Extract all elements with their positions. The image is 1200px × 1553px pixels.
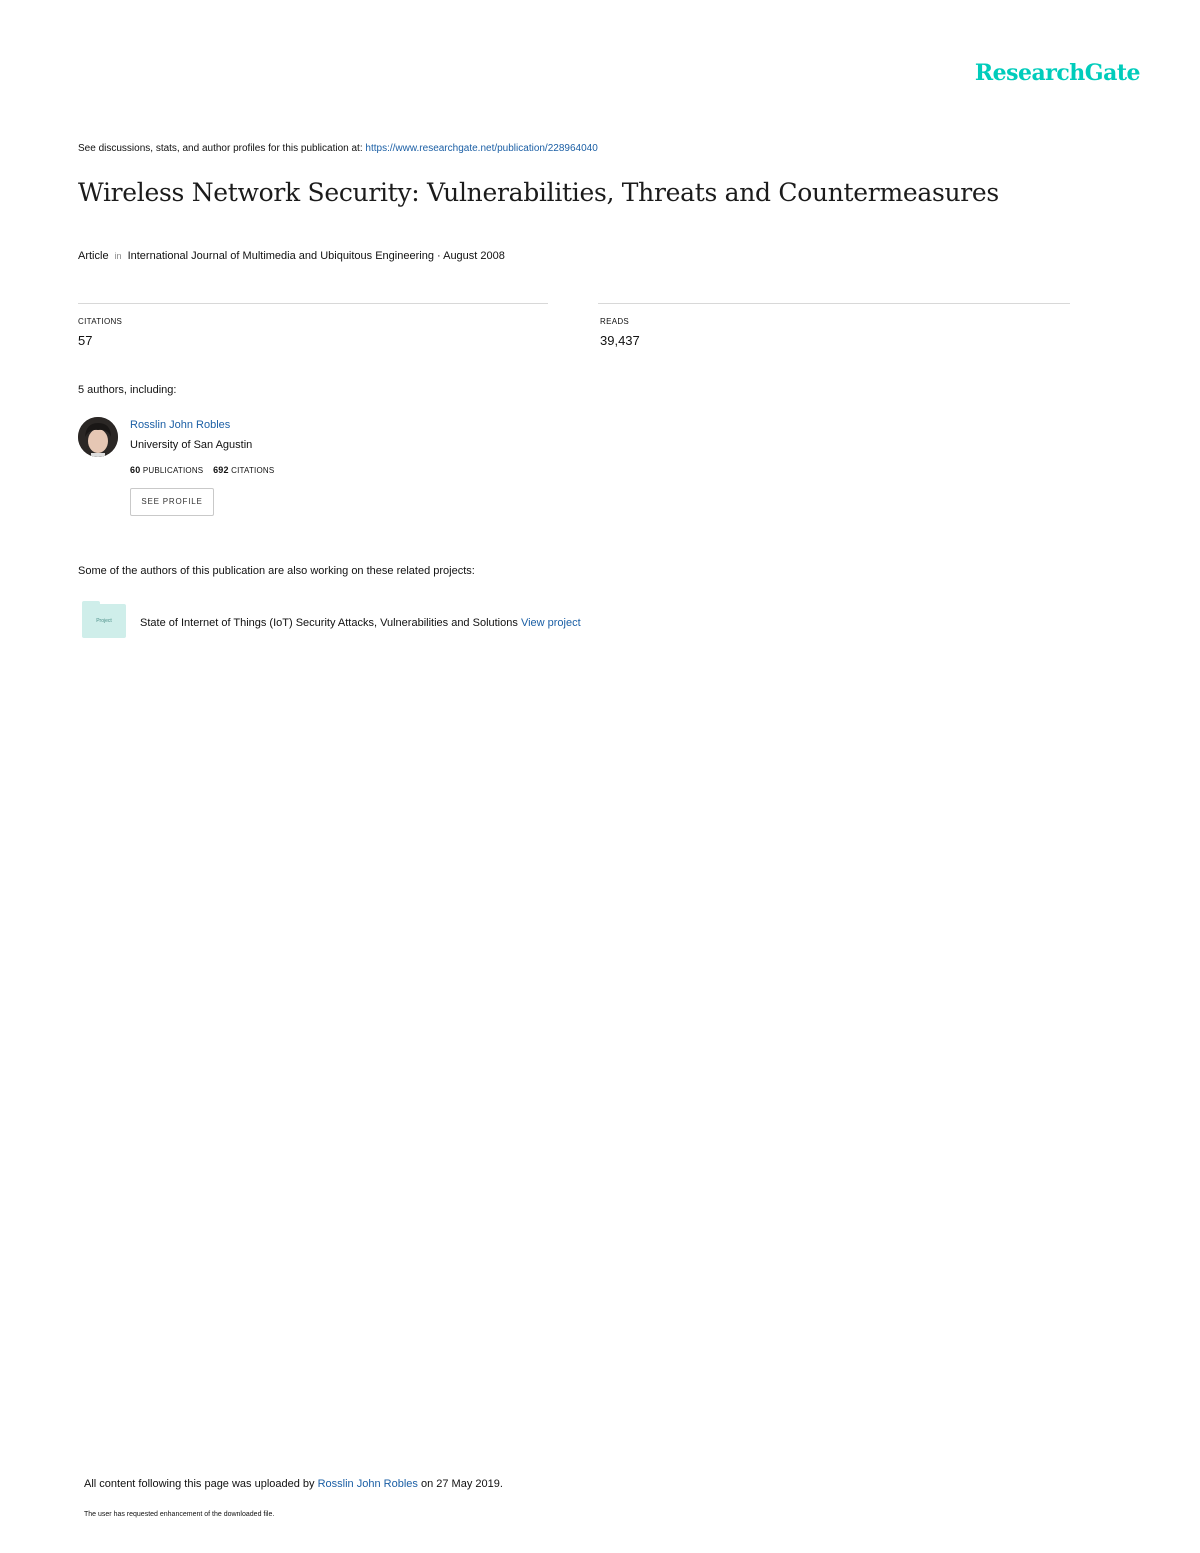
author-citations-count: 692 xyxy=(213,465,229,475)
project-icon-label: Project xyxy=(96,618,112,624)
publication-meta xyxy=(78,250,505,262)
author-publications-label: PUBLICATIONS xyxy=(142,466,204,475)
citations-count: 57 xyxy=(78,333,93,348)
researchgate-logo[interactable]: ResearchGate xyxy=(974,60,1140,86)
citations-label: CITATIONS xyxy=(78,317,123,326)
author-stats xyxy=(130,465,274,475)
upload-prefix: All content following this page was uploaded by xyxy=(84,1478,315,1490)
publication-type: Article xyxy=(78,250,109,262)
divider-left xyxy=(78,303,548,304)
type-separator: in xyxy=(114,251,122,261)
url-intro-text: See discussions, stats, and author profiles for this publication at: xyxy=(78,143,363,154)
publication-url-link[interactable]: https://www.researchgate.net/publication/228964040 xyxy=(365,143,598,154)
divider-right xyxy=(598,303,1070,304)
publication-url-line xyxy=(78,143,598,154)
related-project-item xyxy=(140,617,581,629)
author-publications-count: 60 xyxy=(130,465,141,475)
avatar-image xyxy=(78,417,118,457)
author-name-link[interactable]: Rosslin John Robles xyxy=(130,419,231,431)
uploader-link[interactable]: Rosslin John Robles xyxy=(317,1478,418,1490)
author-institution: University of San Agustin xyxy=(130,439,253,451)
upload-notice xyxy=(84,1478,503,1490)
upload-suffix: on 27 May 2019. xyxy=(420,1478,503,1490)
see-profile-button[interactable]: SEE PROFILE xyxy=(130,488,214,516)
authors-heading: 5 authors, including: xyxy=(78,384,177,396)
project-folder-icon xyxy=(82,604,126,638)
author-citations-label: CITATIONS xyxy=(231,466,275,475)
reads-label: READS xyxy=(600,317,630,326)
reads-count: 39,437 xyxy=(600,333,640,348)
publication-venue: International Journal of Multimedia and Ubiquitous Engineering · August 2008 xyxy=(127,250,505,262)
project-title: State of Internet of Things (IoT) Security Attacks, Vulnerabilities and Solutions xyxy=(140,617,518,629)
view-project-link[interactable]: View project xyxy=(520,617,581,629)
author-avatar[interactable] xyxy=(78,417,118,457)
download-note: The user has requested enhancement of the downloaded file. xyxy=(84,1511,275,1518)
related-projects-heading: Some of the authors of this publication are also working on these related projects: xyxy=(78,565,475,577)
page-title: Wireless Network Security: Vulnerabilities, Threats and Countermeasures xyxy=(78,178,999,207)
